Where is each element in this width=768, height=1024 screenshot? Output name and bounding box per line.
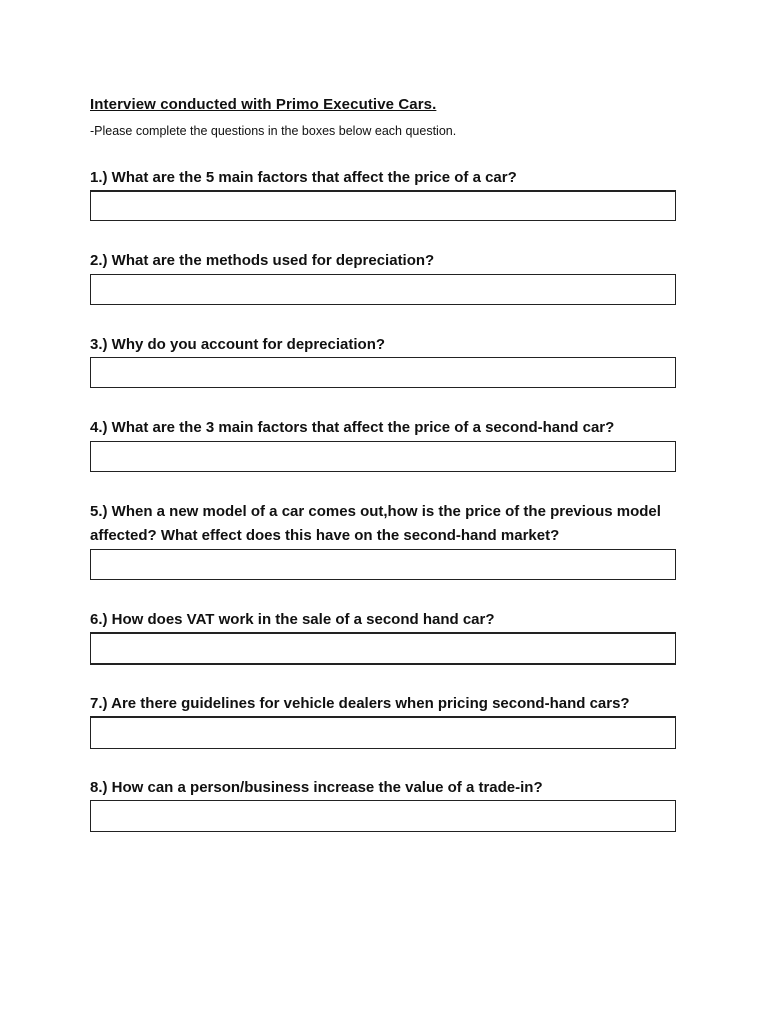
answer-box-1[interactable] — [90, 190, 676, 221]
instruction-text: -Please complete the questions in the boxes below each question. — [90, 124, 457, 138]
question-7-text: 7.) Are there guidelines for vehicle dealers when pricing second-hand cars? — [90, 695, 630, 712]
question-4-text: 4.) What are the 3 main factors that affect the price of a second-hand car? — [90, 419, 615, 436]
answer-box-4[interactable] — [90, 441, 676, 472]
answer-box-3[interactable] — [90, 357, 676, 388]
question-2-text: 2.) What are the methods used for depreciation? — [90, 252, 435, 269]
answer-box-2[interactable] — [90, 274, 676, 305]
answer-box-5[interactable] — [90, 549, 676, 580]
question-5-text: 5.) When a new model of a car comes out,how is the price of the previous model affected? What effect does this have on the second-hand market? — [90, 503, 661, 544]
answer-box-7[interactable] — [90, 716, 676, 749]
answer-box-6[interactable] — [90, 632, 676, 665]
question-8-text: 8.) How can a person/business increase the value of a trade-in? — [90, 779, 543, 796]
question-6-text: 6.) How does VAT work in the sale of a second hand car? — [90, 611, 495, 628]
question-3-text: 3.) Why do you account for depreciation? — [90, 336, 386, 353]
answer-box-8[interactable] — [90, 800, 676, 832]
document-title: Interview conducted with Primo Executive Cars. — [90, 96, 437, 113]
question-1-text: 1.) What are the 5 main factors that affect the price of a car? — [90, 169, 517, 186]
